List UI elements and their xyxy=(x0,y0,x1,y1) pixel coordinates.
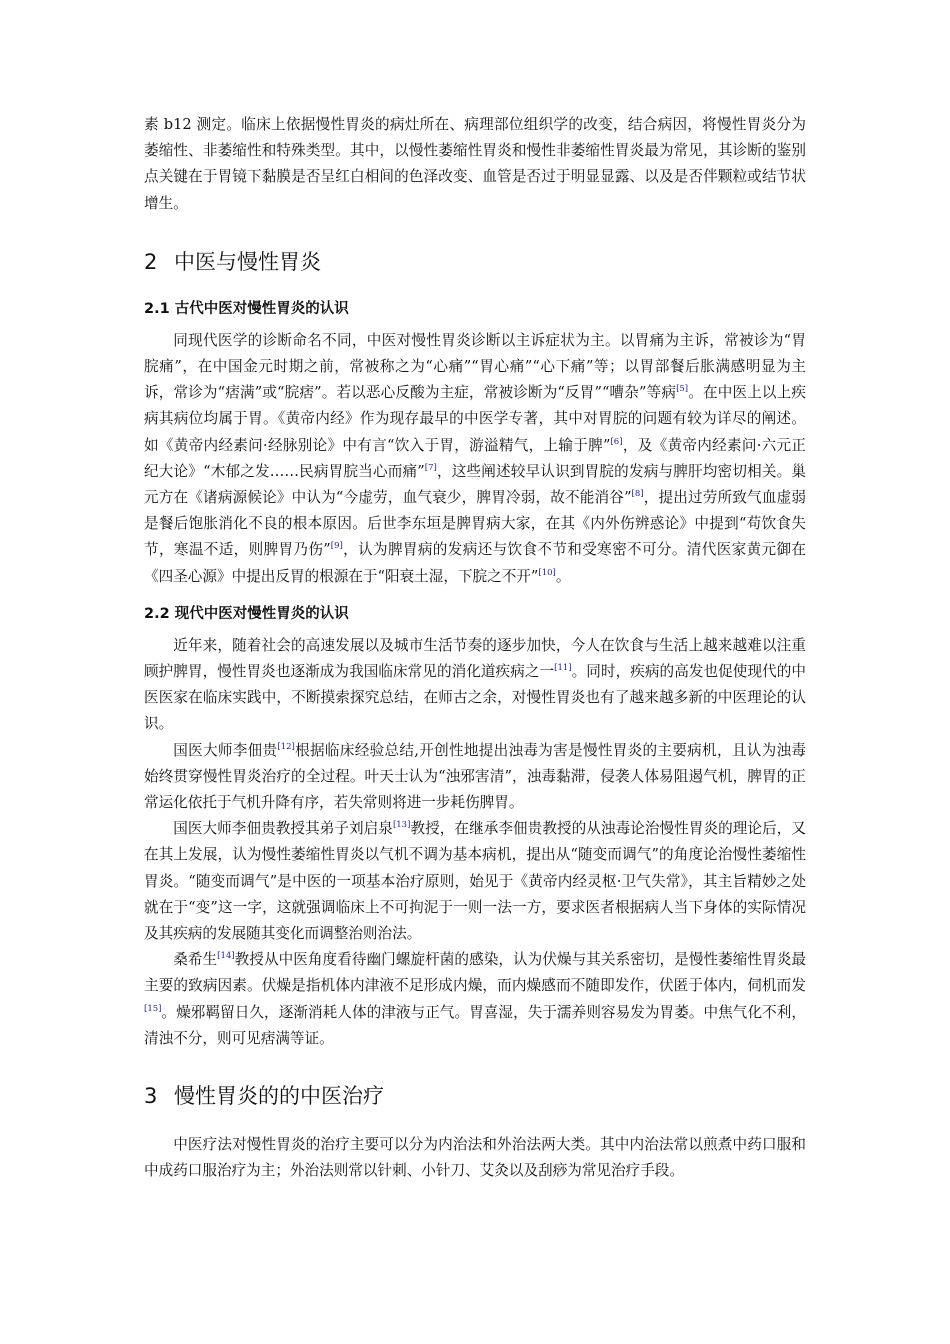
paragraph-2-2-b: 国医大师李佃贵[12]根据临床经验总结,开创性地提出浊毒为害是慢性胃炎的主要病机，且认为浊毒始终贯穿慢性胃炎治疗的全过程。叶天士认为“浊邪害清”，浊毒黏滞，侵袭人体易阻遏气机，脾胃的正常运化依托于气机升降有序，若失常则将进一步耗伤脾胃。 xyxy=(144,741,806,812)
citation-ref[interactable]: [14] xyxy=(217,951,235,962)
citation-ref[interactable]: [9] xyxy=(330,541,343,552)
citation-ref[interactable]: [5] xyxy=(676,384,689,395)
citation-ref[interactable]: [15] xyxy=(144,1003,162,1014)
subsection-2-2-heading: 2.2 现代中医对慢性胃炎的认识 xyxy=(144,605,349,622)
citation-ref[interactable]: [8] xyxy=(631,489,644,500)
paragraph-2-2-d: 桑希生[14]教授从中医角度看待幽门螺旋杆菌的感染，认为伏燥与其关系密切，是慢性萎缩性胃炎最主要的致病因素。伏燥是指机体内津液不足形成内燥，而内燥感而不随即发作，伏匿于体内，伺机而发[15]。燥邪羁留日久，逐渐消耗人体的津液与正气。胃喜湿，失于濡养则容易发为胃萎。中焦气化不利，清浊不分，则可见痞满等证。 xyxy=(144,951,806,1047)
intro-paragraph: 素 b12 测定。临床上依据慢性胃炎的病灶所在、病理部位组织学的改变，结合病因，将慢性胃炎分为萎缩性、非萎缩性和特殊类型。其中，以慢性萎缩性胃炎和慢性非萎缩性胃炎最为常见，其诊断的鉴别点关键在于胃镜下黏膜是否呈红白相间的色泽改变、血管是否过于明显显露、以及是否伴颗粒或结节状增生。 xyxy=(144,116,806,212)
paragraph-2-2-a: 近年来，随着社会的高速发展以及城市生活节奏的逐步加快，今人在饮食与生活上越来越难以注重顾护脾胃，慢性胃炎也逐渐成为我国临床常见的消化道疾病之一[11]。同时，疾病的高发也促使现代的中医医家在临床实践中，不断摸索探究总结，在师古之余，对慢性胃炎也有了越来越多新的中医理论的认识。 xyxy=(144,636,806,733)
citation-ref[interactable]: [7] xyxy=(424,462,437,473)
section-3-heading xyxy=(144,1080,806,1110)
citation-ref[interactable]: [12] xyxy=(277,741,295,752)
paragraph-2-1: 同现代医学的诊断命名不同，中医对慢性胃炎诊断以主诉症状为主。以胃痛为主诉，常被诊为“胃脘痛”，在中国金元时期之前，常被称之为“心痛”“胃心痛”“心下痛”等；以胃部餐后胀满感明显为主诉，常诊为“痞满”或“脘痞”。若以恶心反酸为主症，常被诊断为“反胃”“嘈杂”等病[5]。在中医上以上疾病其病位均属于胃。《黄帝内经》作为现存最早的中医学专著，其中对胃脘的问题有较为详尽的阐述。如《黄帝内经素问·经脉别论》中有言“饮入于胃，游溢精气，上输于脾”[6]，及《黄帝内经素问·六元正纪大论》“木郁之发……民病胃脘当心而痛”[7]，这些阐述较早认识到胃脘的发病与脾肝均密切相关。巢元方在《诸病源候论》中认为“今虚劳，血气衰少，脾胃冷弱，故不能消谷”[8]，提出过劳所致气血虚弱是餐后饱胀消化不良的根本原因。后世李东垣是脾胃病大家，在其《内外伤辨惑论》中提到“苟饮食失节，寒温不适，则脾胃乃伤”[9]，认为脾胃病的发病还与饮食不节和受寒密不可分。清代医家黄元御在《四圣心源》中提出反胃的根源在于“阳衰土湿，下脘之不开”[10]。 xyxy=(144,331,806,585)
citation-ref[interactable]: [11] xyxy=(554,663,572,674)
section-number: 3 xyxy=(144,1084,158,1109)
paragraph-2-2-c: 国医大师李佃贵教授其弟子刘启泉[13]教授，在继承李佃贵教授的从浊毒论治慢性胃炎的理论后，又在其上发展，认为慢性萎缩性胃炎以气机不调为基本病机，提出从“随变而调气”的角度论治慢性萎缩性胃炎。“随变而调气”是中医的一项基本治疗原则，始见于《黄帝内经灵枢·卫气失常》，其主旨精妙之处就在于“变”这一字，这就强调临床上不可拘泥于一则一法一方，要求医者根据病人当下身体的实际情况及其疾病的发展随其变化而调整治则治法。 xyxy=(144,820,806,943)
section-title: 中医与慢性胃炎 xyxy=(174,249,321,274)
section-title: 慢性胃炎的的中医治疗 xyxy=(174,1084,384,1109)
citation-ref[interactable]: [13] xyxy=(392,820,411,831)
section-2-heading xyxy=(144,246,806,276)
section-number: 2 xyxy=(144,249,158,274)
citation-ref[interactable]: [10] xyxy=(538,567,556,578)
paragraph-3: 中医疗法对慢性胃炎的治疗主要可以分为内治法和外治法两大类。其中内治法常以煎煮中药口服和中成药口服治疗为主；外治法则常以针刺、小针刀、艾灸以及刮痧为常见治疗手段。 xyxy=(144,1136,806,1180)
document-page xyxy=(144,112,806,1185)
subsection-2-1-heading: 2.1 古代中医对慢性胃炎的认识 xyxy=(144,300,349,317)
citation-ref[interactable]: [6] xyxy=(610,436,623,447)
